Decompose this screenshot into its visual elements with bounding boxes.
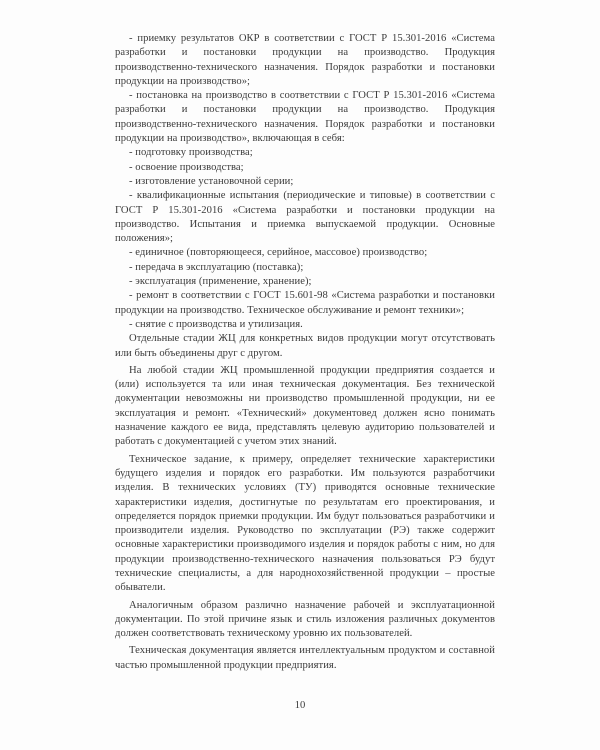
body-text bbox=[115, 32, 495, 673]
page-number: 10 bbox=[294, 700, 306, 711]
list-item-disposal: - снятие с производства и утилизация. bbox=[129, 318, 303, 330]
paragraph-working-docs: Аналогичным образом различно назначение рабочей и эксплуатационной документации. По этой причине язык и стиль изложения различных документов должен соответствовать техническому уровню их пользователей. bbox=[115, 599, 495, 640]
list-item-okr-acceptance: - приемку результатов ОКР в соответствии с ГОСТ Р 15.301-2016 «Система разработки и постановки продукции на производство. Продукция производственно-технического назначения. Порядок разработки и постановки продукции на производство»; bbox=[115, 33, 495, 87]
paragraph-intellectual-product: Техническая документация является интеллектуальным продуктом и составной частью промышленной продукции предприятия. bbox=[115, 645, 495, 671]
paragraph-documentation: На любой стадии ЖЦ промышленной продукции предприятия создается и (или) используется та или иная техническая документация. Без технической документации невозможны ни производство промышленной продукции, ни ее эксплуатация и ремонт. «Технический» документовед должен ясно понимать назначение каждого ее вида, представлять целевую аудиторию пользователей и работать с документацией с учетом этих знаний. bbox=[115, 364, 495, 448]
paragraph-technical-spec: Техническое задание, к примеру, определяет технические характеристики будущего изделия и порядок его разработки. Им пользуются разработчики изделия. В технических условиях (ТУ) приводятся основные технические характеристики изделия, достигнутые по результатам его проектирования, и определяется порядок приемки продукции. Им будут пользоваться разработчики и производители изделия. Руководство по эксплуатации (РЭ) также содержит основные характеристики производимого изделия и порядок работы с ним, но для продукции производственно-технического назначения пользоваться РЭ будут технические специалисты, а для народнохозяйственной продукции – простые обыватели. bbox=[115, 453, 495, 594]
paragraph-stages: Отдельные стадии ЖЦ для конкретных видов продукции могут отсутствовать или быть объединены друг с другом. bbox=[115, 333, 495, 359]
list-item-serial-production: - единичное (повторяющееся, серийное, массовое) производство; bbox=[129, 247, 428, 259]
list-item-delivery: - передача в эксплуатацию (поставка); bbox=[129, 261, 304, 273]
list-item-pilot-series: - изготовление установочной серии; bbox=[129, 175, 294, 187]
list-item-production-preparation: - подготовку производства; bbox=[129, 147, 253, 159]
list-item-production-mastering: - освоение производства; bbox=[129, 161, 244, 173]
list-item-operation: - эксплуатация (применение, хранение); bbox=[129, 276, 312, 288]
list-item-repair: - ремонт в соответствии с ГОСТ 15.601-98 «Система разработки и постановки продукции на производство. Техническое обслуживание и ремонт техники»; bbox=[115, 290, 495, 316]
list-item-production-launch: - постановка на производство в соответствии с ГОСТ Р 15.301-2016 «Система разработки и постановки продукции на производство. Продукция производственно-технического назначения. Порядок разработки и постановки продукции на производство», включающая в себя: bbox=[115, 90, 495, 145]
list-item-qualification-tests: - квалификационные испытания (периодические и типовые) в соответствии с ГОСТ Р 15.301-2016 «Система разработки и постановки продукции на производство. Испытания и приемка выпускаемой продукции. Основные положения»; bbox=[115, 190, 495, 245]
